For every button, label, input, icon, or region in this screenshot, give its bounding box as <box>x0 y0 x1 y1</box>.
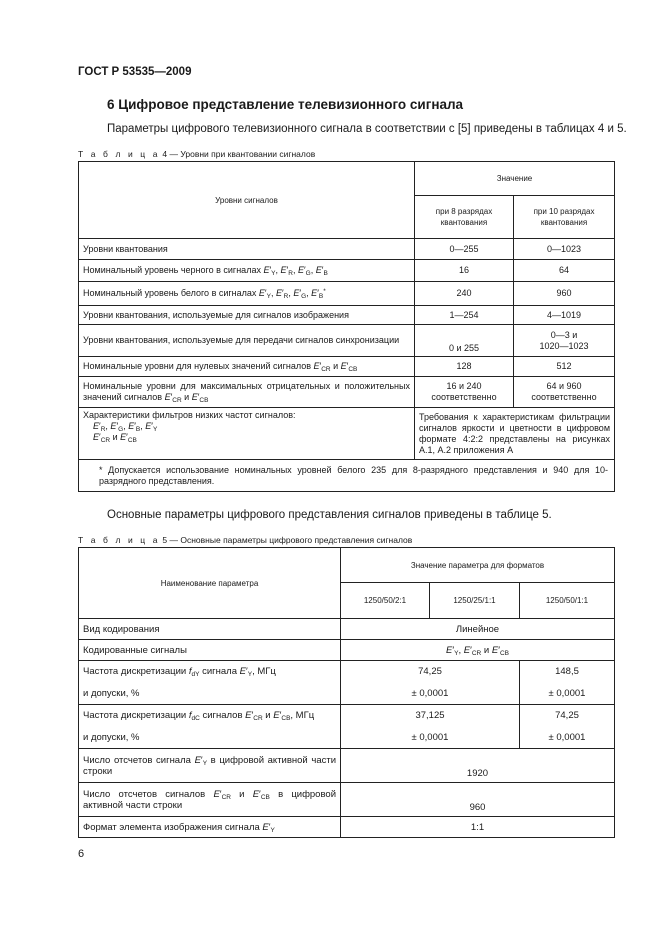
row-value: Линейное <box>341 619 615 640</box>
table4-caption-text: 4 — Уровни при квантовании сигналов <box>160 149 316 159</box>
row-value-10bit: 960 <box>514 282 615 306</box>
row-value: 37,125 <box>341 705 520 727</box>
value-line: 16 и 240 <box>446 381 482 391</box>
value-line: 64 и 960 <box>546 381 582 391</box>
row-value-8bit: 1—254 <box>415 306 514 325</box>
table-row <box>79 705 615 727</box>
row-label-cell: Число отсчетов сигналов $E'_{CR}$ и $E'_{CB}$ в цифровой активной части строки <box>79 783 341 817</box>
table-row <box>79 408 615 460</box>
table-row <box>79 306 615 325</box>
table5-caption-text: 5 — Основные параметры цифрового представления сигналов <box>160 535 413 545</box>
table5-header-value: Значение параметра для форматов <box>341 548 615 583</box>
table4-caption-prefix: Т а б л и ц а <box>78 149 161 159</box>
table-footnote-row <box>79 460 615 492</box>
row-label: в цифровой активной части строки <box>83 788 336 811</box>
table5-header-param: Наименование параметра <box>79 548 341 619</box>
signal-list: $E'_R$, $E'_G$, $E'_B$, $E'_Y$ <box>93 421 158 433</box>
row-label: Номинальные уровни для максимальных отрицательных и положительных значений сигналов <box>83 381 410 402</box>
table-row <box>79 683 615 705</box>
table-row <box>79 239 615 260</box>
row-label: Частота дискретизации <box>83 710 187 722</box>
table4-header-value: Значение <box>415 162 615 196</box>
row-label-cell: Номинальные уровни для нулевых значений сигналов $E'_{CR}$ и $E'_{CB}$ <box>79 357 415 377</box>
row-value-8bit: 16 <box>415 260 514 282</box>
row-label: сигнала <box>202 666 237 678</box>
table-row <box>79 749 615 783</box>
table-row <box>79 727 615 749</box>
table4-header-10bit: при 10 разрядах квантования <box>514 196 615 239</box>
row-value: 960 <box>341 783 615 817</box>
row-label-cell: Формат элемента изображения сигнала $E'_Y$ <box>79 817 341 838</box>
row-value: ± 0,0001 <box>520 727 615 749</box>
row-value-filter-requirements: Требования к характеристикам фильтрации сигналов яркости и цветности в цифровом формате 4:2:2 представлены на рисунках А.1, А.2 приложения А <box>415 408 615 460</box>
table-row <box>79 640 615 661</box>
row-label: Уровни квантования, используемые для сигналов изображения <box>79 306 415 325</box>
table-row <box>79 357 615 377</box>
row-label: в цифровой активной части строки <box>83 754 337 777</box>
row-value: 74,25 <box>520 705 615 727</box>
table4-footnote: * Допускается использование номинальных уровней белого 235 для 8-разрядного представления и 940 для 10-разрядного представления. <box>79 460 615 492</box>
row-value: 148,5 <box>520 661 615 683</box>
table5-caption <box>78 535 412 545</box>
row-label-cell: Частота дискретизации $f_{dC}$ сигналов $E'_{CR}$ и $E'_{CB}$, МГц <box>79 705 341 727</box>
row-label: и допуски, % <box>79 727 341 749</box>
value-line: соответственно <box>531 392 597 402</box>
row-label-cell: Частота дискретизации $f_{dY}$ сигнала $E'_Y$, МГц <box>79 661 341 683</box>
row-value-8bit: 240 <box>415 282 514 306</box>
table-row <box>79 282 615 306</box>
row-label: Вид кодирования <box>79 619 341 640</box>
document-header: ГОСТ Р 53535—2009 <box>78 66 192 78</box>
row-value-8bit: 128 <box>415 357 514 377</box>
row-value-10bit: 0—1023 <box>514 239 615 260</box>
table-row <box>79 260 615 282</box>
table5-intro-paragraph: Основные параметры цифрового представления сигналов приведены в таблице 5. <box>107 509 552 521</box>
row-value-8bit: 0 и 255 <box>415 325 514 357</box>
row-label: Характеристики фильтров низких частот сигналов: <box>83 410 296 420</box>
value-line: 1020—1023 <box>539 340 589 351</box>
row-label-cell: Номинальные уровни для максимальных отрицательных и положительных значений сигналов $E'_{CR}$ и $E'_{CB}$ <box>79 377 415 408</box>
row-label-cell: Число отсчетов сигнала $E'_Y$ в цифровой активной части строки <box>79 749 341 783</box>
row-unit: , МГц <box>252 666 276 678</box>
row-label: Уровни квантования <box>79 239 415 260</box>
intro-paragraph: Параметры цифрового телевизионного сигнала в соответствии с [5] приведены в таблицах 4 и 5. <box>107 123 627 135</box>
row-label: и допуски, % <box>79 683 341 705</box>
row-label-cell: Номинальный уровень черного в сигналах $E'_Y$, $E'_R$, $E'_G$, $E'_B$ <box>79 260 415 282</box>
value-line: соответственно <box>431 392 497 402</box>
row-value-8bit <box>415 377 514 408</box>
table-row <box>79 661 615 683</box>
row-label: Частота дискретизации <box>83 666 187 678</box>
row-label-cell <box>79 408 415 460</box>
table-row <box>79 325 615 357</box>
row-value: 1920 <box>341 749 615 783</box>
row-value: 74,25 <box>341 661 520 683</box>
table-row <box>79 817 615 838</box>
row-label: Номинальные уровни для нулевых значений сигналов <box>83 361 311 371</box>
row-value-10bit <box>514 325 615 357</box>
row-label: Формат элемента изображения сигнала <box>83 821 260 833</box>
table5-format-2: 1250/25/1:1 <box>430 583 520 619</box>
page-number: 6 <box>78 848 85 860</box>
table-row <box>79 783 615 817</box>
table4-caption <box>78 149 315 159</box>
value-line: 0—3 и <box>550 329 578 340</box>
row-value-8bit: 0—255 <box>415 239 514 260</box>
row-label: Число отсчетов сигнала <box>83 754 191 766</box>
table5-caption-prefix: Т а б л и ц а <box>78 535 161 545</box>
row-label: Кодированные сигналы <box>79 640 341 661</box>
row-label: Номинальный уровень белого в сигналах <box>83 288 257 298</box>
table-row <box>79 619 615 640</box>
table-4 <box>78 161 615 492</box>
table4-header-8bit: при 8 разрядах квантования <box>415 196 514 239</box>
row-label-cell: Номинальный уровень белого в сигналах $E'_Y$, $E'_R$, $E'_G$, $E'_B^*$ <box>79 282 415 306</box>
row-label: сигналов <box>202 710 243 722</box>
table-5 <box>78 547 615 838</box>
table5-format-3: 1250/50/1:1 <box>520 583 615 619</box>
section-title: 6 Цифровое представление телевизионного сигнала <box>107 97 464 112</box>
signal-list: $E'_{CR}$ и $E'_{CB}$ <box>93 432 137 444</box>
row-value: ± 0,0001 <box>520 683 615 705</box>
row-value-signals: $E'_Y$, $E'_{CR}$ и $E'_{CB}$ <box>341 640 615 661</box>
table-row <box>79 377 615 408</box>
row-label: Номинальный уровень черного в сигналах <box>83 265 261 275</box>
row-label: Уровни квантования, используемые для передачи сигналов синхронизации <box>79 325 415 357</box>
row-label: Число отсчетов сигналов <box>83 788 206 800</box>
row-value: ± 0,0001 <box>341 727 520 749</box>
table4-header-levels: Уровни сигналов <box>79 162 415 239</box>
row-unit: , МГц <box>290 710 315 722</box>
row-value-10bit: 512 <box>514 357 615 377</box>
row-value-10bit: 4—1019 <box>514 306 615 325</box>
table5-format-1: 1250/50/2:1 <box>341 583 430 619</box>
row-value-10bit: 64 <box>514 260 615 282</box>
row-value: ± 0,0001 <box>341 683 520 705</box>
row-value: 1:1 <box>341 817 615 838</box>
row-value-10bit <box>514 377 615 408</box>
